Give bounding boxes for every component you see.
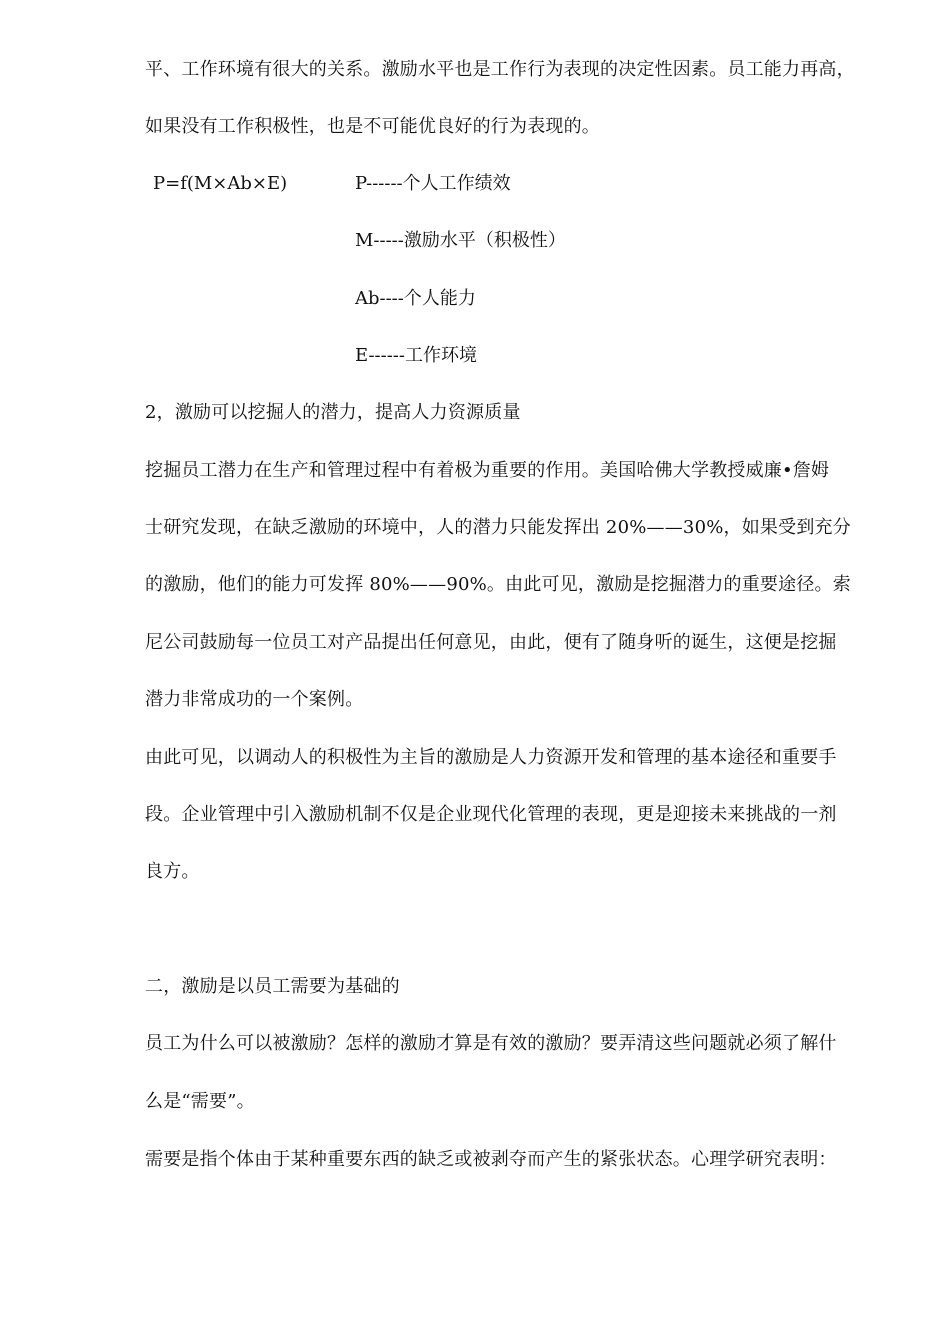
paragraph-2-line-1: 挖掘员工潜力在生产和管理过程中有着极为重要的作用。美国哈佛大学教授威廉•詹姆: [145, 460, 830, 481]
paragraph-1-line-1: 平、工作环境有很大的关系。激励水平也是工作行为表现的决定性因素。员工能力再高，: [145, 59, 855, 80]
formula-definition-e: E------工作环境: [355, 345, 477, 366]
paragraph-3-line-1: 由此可见，以调动人的积极性为主旨的激励是人力资源开发和管理的基本途径和重要手: [145, 747, 837, 768]
paragraph-2-line-4: 尼公司鼓励每一位员工对产品提出任何意见，由此，便有了随身听的诞生，这便是挖掘: [145, 632, 837, 653]
formula-definition-ab: Ab----个人能力: [355, 288, 476, 309]
paragraph-1-line-2: 如果没有工作积极性，也是不可能优良好的行为表现的。: [145, 116, 600, 137]
paragraph-2-line-3: 的激励，他们的能力可发挥 80%——90%。由此可见，激励是挖掘潜力的重要途径。索: [145, 574, 851, 595]
paragraph-3-line-3: 良方。: [145, 861, 200, 882]
paragraph-5-line-1: 需要是指个体由于某种重要东西的缺乏或被剥夺而产生的紧张状态。心理学研究表明：: [145, 1149, 837, 1170]
heading-2: 2，激励可以挖掘人的潜力，提高人力资源质量: [145, 402, 521, 423]
paragraph-2-line-2: 士研究发现，在缺乏激励的环境中，人的潜力只能发挥出 20%——30%，如果受到充分: [145, 517, 851, 538]
formula-definition-p: P------个人工作绩效: [355, 173, 511, 194]
paragraph-2-line-5: 潜力非常成功的一个案例。: [145, 689, 364, 710]
paragraph-3-line-2: 段。企业管理中引入激励机制不仅是企业现代化管理的表现，更是迎接未来挑战的一剂: [145, 804, 837, 825]
section-heading: 二，激励是以员工需要为基础的: [145, 976, 400, 997]
formula-expression: P=f(M×Ab×E): [153, 173, 288, 194]
paragraph-4-line-2: 么是“需要”。: [145, 1091, 255, 1112]
paragraph-4-line-1: 员工为什么可以被激励？怎样的激励才算是有效的激励？要弄清这些问题就必须了解什: [145, 1033, 837, 1054]
formula-definition-m: M-----激励水平（积极性）: [355, 230, 566, 251]
